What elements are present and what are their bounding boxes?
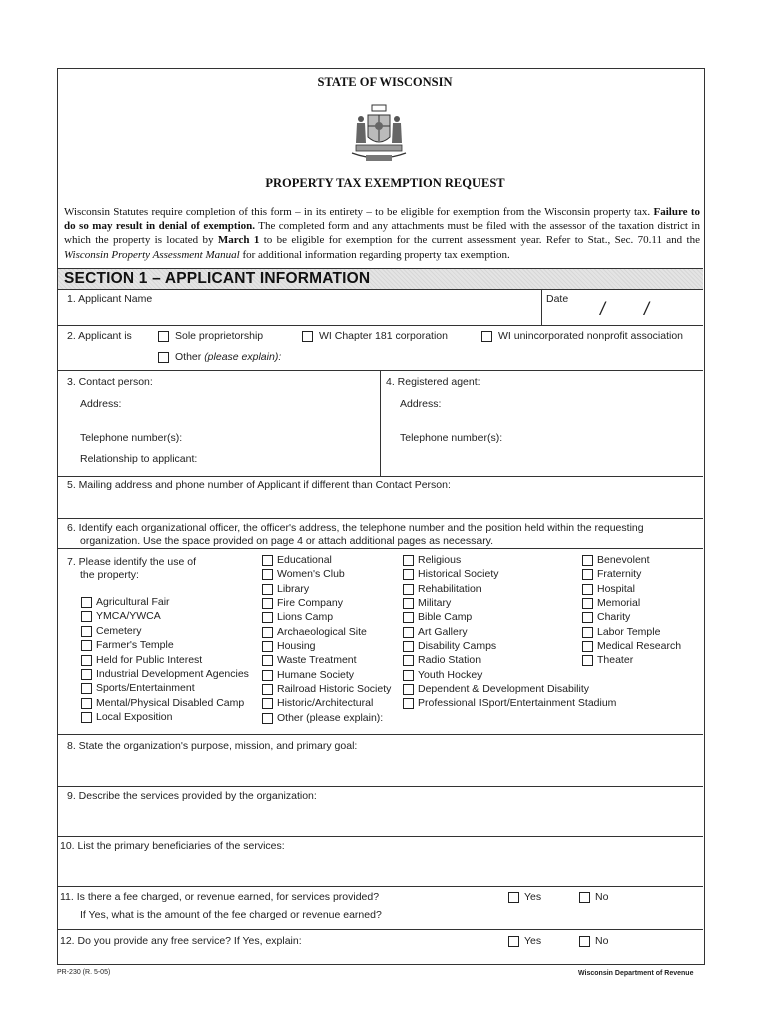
use-label: Benevolent: [597, 554, 650, 566]
other-applicant-label: [175, 351, 281, 363]
sole-proprietorship-label: Sole proprietorship: [175, 330, 264, 342]
officers-instruction-line1: 6. Identify each organizational officer, the officer's address, the telephone number and the position held within the requesting: [67, 522, 644, 534]
applicant-name-label: 1. Applicant Name: [67, 293, 153, 305]
use-checkbox[interactable]: [262, 670, 273, 681]
section-1-title: SECTION 1 – APPLICANT INFORMATION: [64, 270, 371, 287]
date-separator: /: [644, 299, 650, 319]
use-checkbox[interactable]: [81, 611, 92, 622]
use-checkbox[interactable]: [262, 612, 273, 623]
wi-chapter-181-checkbox[interactable]: [302, 331, 313, 342]
use-checkbox[interactable]: [403, 555, 414, 566]
use-label: Rehabilitation: [418, 583, 482, 595]
purpose-field[interactable]: [75, 755, 695, 783]
form-number: PR-230 (R. 5-05): [57, 969, 111, 976]
free-no-checkbox[interactable]: [579, 936, 590, 947]
use-checkbox[interactable]: [582, 627, 593, 638]
use-checkbox[interactable]: [81, 597, 92, 608]
use-checkbox[interactable]: [262, 627, 273, 638]
use-label: Memorial: [597, 597, 641, 609]
divider: [58, 518, 703, 519]
use-label: Military: [418, 597, 452, 609]
intro-manual-title: Wisconsin Property Assessment Manual: [64, 248, 240, 261]
divider: [58, 476, 703, 477]
use-label: Fire Company: [277, 597, 343, 609]
divider: [58, 886, 703, 887]
use-checkbox[interactable]: [262, 555, 273, 566]
fee-question-label: 11. Is there a fee charged, or revenue earned, for services provided?: [60, 891, 380, 903]
use-checkbox[interactable]: [262, 698, 273, 709]
use-checkbox[interactable]: [403, 670, 414, 681]
use-label: Sports/Entertainment: [96, 682, 195, 694]
beneficiaries-field[interactable]: [75, 855, 695, 883]
state-title: STATE OF WISCONSIN: [317, 75, 453, 89]
date-label: Date: [546, 293, 569, 305]
mailing-address-label: 5. Mailing address and phone number of Applicant if different than Contact Person:: [67, 479, 451, 491]
officers-instruction-line2: organization. Use the space provided on page 4 or attach additional pages as necessary.: [80, 535, 494, 547]
use-checkbox[interactable]: [403, 627, 414, 638]
use-label: Local Exposition: [96, 711, 173, 723]
use-label: Housing: [277, 640, 316, 652]
use-checkbox[interactable]: [582, 655, 593, 666]
free-service-label: 12. Do you provide any free service? If Yes, explain:: [60, 935, 302, 947]
use-checkbox[interactable]: [81, 698, 92, 709]
use-checkbox[interactable]: [582, 555, 593, 566]
use-label: Religious: [418, 554, 462, 566]
contact-phone-label: Telephone number(s):: [80, 432, 183, 444]
use-checkbox[interactable]: [81, 655, 92, 666]
use-checkbox[interactable]: [81, 640, 92, 651]
free-yes-label: Yes: [524, 935, 542, 947]
use-label: Other (please explain):: [277, 712, 384, 724]
property-use-label-line1: 7. Please identify the use of: [67, 556, 196, 568]
divider: [58, 325, 703, 326]
wi-unincorporated-checkbox[interactable]: [481, 331, 492, 342]
registered-agent-label: 4. Registered agent:: [386, 376, 481, 388]
use-label: Industrial Development Agencies: [96, 668, 249, 680]
date-separator: /: [600, 299, 606, 319]
divider: [58, 734, 703, 735]
use-checkbox[interactable]: [582, 584, 593, 595]
use-checkbox[interactable]: [262, 684, 273, 695]
use-label: Lions Camp: [277, 611, 334, 623]
purpose-label: 8. State the organization's purpose, mission, and primary goal:: [67, 740, 358, 752]
use-label: Library: [277, 583, 310, 595]
use-checkbox[interactable]: [81, 669, 92, 680]
use-label: Waste Treatment: [277, 654, 357, 666]
agent-address-label: Address:: [400, 398, 442, 410]
department-name: Wisconsin Department of Revenue: [578, 970, 694, 977]
use-label: Women's Club: [277, 568, 345, 580]
use-label: Art Gallery: [418, 626, 468, 638]
use-checkbox[interactable]: [582, 612, 593, 623]
use-checkbox[interactable]: [403, 598, 414, 609]
use-label: Theater: [597, 654, 634, 666]
divider: [58, 786, 703, 787]
use-checkbox[interactable]: [403, 584, 414, 595]
use-label: Professional ISport/Entertainment Stadium: [418, 697, 617, 709]
use-label: Humane Society: [277, 669, 355, 681]
fee-amount-label: If Yes, what is the amount of the fee charged or revenue earned?: [80, 909, 382, 921]
use-label: Bible Camp: [418, 611, 473, 623]
fee-yes-checkbox[interactable]: [508, 892, 519, 903]
divider: [380, 370, 381, 476]
use-checkbox[interactable]: [81, 683, 92, 694]
divider: [58, 929, 703, 930]
divider: [58, 268, 703, 269]
free-no-label: No: [595, 935, 609, 947]
contact-relationship-label: Relationship to applicant:: [80, 453, 198, 465]
use-checkbox[interactable]: [262, 655, 273, 666]
use-label: Educational: [277, 554, 332, 566]
wi-unincorporated-label: WI unincorporated nonprofit association: [498, 330, 684, 342]
sole-proprietorship-checkbox[interactable]: [158, 331, 169, 342]
contact-address-label: Address:: [80, 398, 122, 410]
use-label: Farmer's Temple: [96, 639, 174, 651]
use-label: Held for Public Interest: [96, 654, 203, 666]
fee-no-label: No: [595, 891, 609, 903]
agent-phone-label: Telephone number(s):: [400, 432, 503, 444]
intro-text-3: to be eligible for exemption for the current assessment year. Refer to Stat., Sec. 70.11 and the: [259, 234, 700, 247]
applicant-name-field[interactable]: [75, 306, 537, 324]
services-field[interactable]: [75, 805, 695, 833]
divider: [541, 289, 542, 325]
intro-text-2: The completed form and any attachments must be filed with the assessor of the taxation district in which the property is located by: [64, 220, 700, 247]
property-use-label-line2: the property:: [80, 569, 139, 581]
use-label: Mental/Physical Disabled Camp: [96, 697, 245, 709]
form-title: PROPERTY TAX EXEMPTION REQUEST: [265, 176, 505, 190]
use-label: Cemetery: [96, 625, 142, 637]
divider: [58, 289, 703, 290]
use-label: Agricultural Fair: [96, 596, 170, 608]
use-checkbox[interactable]: [403, 641, 414, 652]
use-label: Historic/Architectural: [277, 697, 374, 709]
use-checkbox[interactable]: [403, 569, 414, 580]
use-checkbox[interactable]: [403, 655, 414, 666]
fee-no-checkbox[interactable]: [579, 892, 590, 903]
use-checkbox[interactable]: [262, 713, 273, 724]
date-field[interactable]: [546, 305, 696, 323]
contact-person-label: 3. Contact person:: [67, 376, 153, 388]
divider: [58, 836, 703, 837]
applicant-is-label: 2. Applicant is: [67, 330, 132, 342]
use-checkbox[interactable]: [81, 626, 92, 637]
fee-yes-label: Yes: [524, 891, 542, 903]
use-checkbox[interactable]: [582, 598, 593, 609]
use-checkbox[interactable]: [582, 569, 593, 580]
use-checkbox[interactable]: [403, 698, 414, 709]
wi-chapter-181-label: WI Chapter 181 corporation: [319, 330, 448, 342]
intro-bold-warning: Failure to do so may result in denial of exemption.: [64, 206, 700, 233]
use-label: Disability Camps: [418, 640, 497, 652]
beneficiaries-label: 10. List the primary beneficiaries of the services:: [60, 840, 285, 852]
use-checkbox[interactable]: [262, 641, 273, 652]
use-checkbox[interactable]: [262, 584, 273, 595]
use-label: Archaeological Site: [277, 626, 367, 638]
use-checkbox[interactable]: [582, 641, 593, 652]
divider: [58, 548, 703, 549]
use-checkbox[interactable]: [262, 598, 273, 609]
use-label: Radio Station: [418, 654, 482, 666]
mailing-address-field[interactable]: [75, 493, 695, 515]
intro-text-4: for additional information regarding property tax exemption.: [239, 248, 510, 261]
intro-deadline: March 1: [217, 234, 260, 247]
intro-text-1: Wisconsin Statutes require completion of this form – in its entirety – to be eligible for exemption from the Wisconsin property tax.: [64, 206, 651, 218]
use-checkbox[interactable]: [403, 684, 414, 695]
use-label: Fraternity: [597, 568, 642, 580]
free-yes-checkbox[interactable]: [508, 936, 519, 947]
other-hint-text: (please explain):: [204, 351, 282, 363]
services-label: 9. Describe the services provided by the organization:: [67, 790, 317, 802]
use-label: Charity: [597, 611, 631, 623]
use-label: Youth Hockey: [418, 669, 483, 681]
use-checkbox[interactable]: [81, 712, 92, 723]
use-label: Medical Research: [597, 640, 682, 652]
other-applicant-checkbox[interactable]: [158, 352, 169, 363]
use-checkbox[interactable]: [262, 569, 273, 580]
use-label: Historical Society: [418, 568, 499, 580]
use-label: Railroad Historic Society: [277, 683, 392, 695]
use-label: Dependent & Development Disability: [418, 683, 590, 695]
use-label: Labor Temple: [597, 626, 661, 638]
use-checkbox[interactable]: [403, 612, 414, 623]
other-label-text: Other: [175, 351, 202, 363]
use-label: Hospital: [597, 583, 635, 595]
use-label: YMCA/YWCA: [96, 610, 161, 622]
